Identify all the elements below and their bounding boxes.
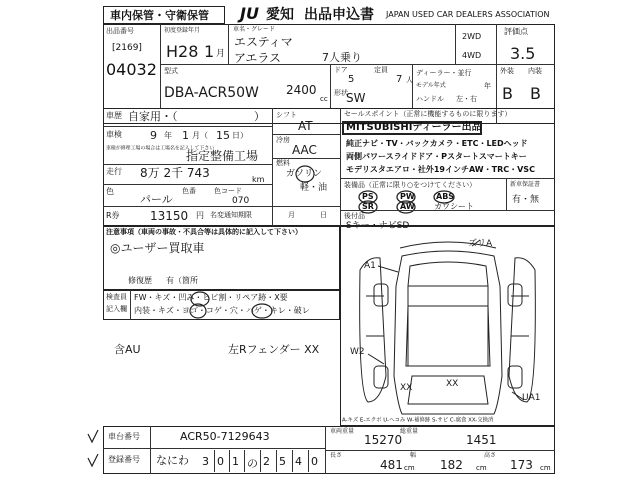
width-label: 幅 — [410, 452, 417, 459]
plate-label: 登録番号 — [108, 455, 140, 464]
form-title: 出品申込書 — [304, 7, 374, 23]
mileage-unit: km — [252, 175, 265, 184]
plate-digit: 1 — [232, 455, 239, 468]
fuel-gasoline: ガソリン — [286, 169, 323, 179]
shaken-day: 15 — [216, 129, 230, 142]
capacity-value: 7 — [396, 74, 403, 85]
remark-right: 左Rフェンダー XX — [228, 343, 320, 356]
equip-sr: SR — [362, 202, 374, 211]
equipment-label: 装備品（正常に限り○をつけてください） — [344, 181, 477, 189]
tax-month-unit: 月 — [288, 211, 295, 219]
storage-badge — [103, 6, 225, 24]
int-grade: B — [530, 84, 541, 103]
shaken-year: 9 — [150, 129, 157, 142]
drive-2wd: 2WD — [462, 32, 482, 41]
model-label: 型式 — [164, 67, 178, 75]
lot-label: 出品番号 — [106, 27, 134, 35]
tax-label: 名変通知期限 — [210, 211, 252, 219]
model-year-label: モデル年式 — [416, 82, 446, 89]
ac-value: AAC — [292, 143, 317, 157]
handle-label: ハンドル — [416, 95, 444, 103]
shift-label: シフト — [276, 111, 297, 119]
plate-place: なにわ — [156, 454, 189, 467]
plate-digit: 2 — [263, 455, 270, 468]
equip-seat: カワシート — [434, 202, 474, 211]
diagram-legend: A-キズ E-エクボ U-ヘコみ W-補修跡 S-サビ C-腐食 XX-交換済 — [342, 417, 494, 424]
plate-digit: 0 — [311, 455, 318, 468]
shaken-note-label: 車検が修理工場の場合は工場名を記入して下さい — [106, 145, 215, 151]
warranty-label: 新車保証書 — [510, 181, 541, 188]
year-unit: 年 — [484, 82, 491, 90]
usage-value: 自家用・（ — [128, 110, 178, 123]
shaken-month: 1 — [182, 129, 189, 142]
handle-value: 左・右 — [456, 95, 477, 103]
score-label: 評価点 — [504, 27, 528, 36]
repair-label: 修復歴 — [128, 276, 152, 285]
diagram-xx-left: XX — [400, 383, 413, 393]
inspection-label: 検査員 — [106, 293, 127, 301]
repair-value: 有（箇所 — [166, 276, 198, 285]
ext-label: 外装 — [500, 67, 514, 75]
notes-value: ◎ユーザー買取車 — [110, 241, 205, 255]
height-unit: cm — [540, 464, 551, 472]
org-title: 愛知 — [266, 7, 294, 23]
warranty-value: 有・無 — [512, 195, 540, 205]
color-code-label-2: 色コード — [214, 187, 242, 195]
check-marks — [86, 428, 102, 476]
first-reg-label: 初度登録年月 — [164, 27, 201, 34]
equip-pw: PW — [400, 192, 415, 201]
sales-line-2: 純正ナビ・TV・バックカメラ・ETC・LEDヘッド — [346, 139, 528, 148]
height-value: 173 — [510, 458, 533, 472]
plate-digit: 4 — [295, 455, 302, 468]
capacity-unit: 人 — [406, 76, 413, 84]
vehicle-grade: アエラス — [234, 51, 282, 65]
displacement: 2400 — [286, 83, 317, 97]
length-unit: cm — [404, 464, 415, 472]
recycle-value: 13150 — [150, 209, 189, 223]
shift-value: AT — [298, 119, 313, 133]
lot-sub-number: [2169] — [112, 43, 142, 53]
shaken-label: 車検 — [106, 130, 122, 139]
dealer-label: ディーラー・並行 — [416, 69, 472, 77]
shaken-note: 指定整備工場 — [186, 149, 259, 163]
vehicle-name: エスティマ — [234, 35, 293, 49]
shaken-year-unit: 年 — [164, 131, 172, 140]
ac-label: 冷房 — [276, 136, 290, 144]
plate-digit: 0 — [217, 455, 224, 468]
width-value: 182 — [440, 458, 463, 472]
chassis-label: 車台番号 — [108, 432, 140, 441]
drive-4wd: 4WD — [462, 51, 482, 60]
sales-point-label: セールスポイント（正常に機能するものに限ります） — [344, 110, 512, 118]
capacity-label: 定員 — [374, 66, 388, 74]
inspection-int: 内装・キズ・ヨゴ・コゲ・穴・ハゲ・キレ・破レ — [134, 306, 310, 315]
gross-value: 1451 — [466, 433, 497, 447]
inspection-label-2: 記入欄 — [106, 305, 127, 313]
equip-abs: ABS — [436, 192, 455, 201]
gross-label: 総重量 — [400, 428, 419, 435]
sales-line-3: 両側パワースライドドア・Pスタートスマートキー — [346, 152, 527, 161]
usage-label: 車歴 — [106, 111, 122, 120]
diagram-a1: A1 — [364, 261, 376, 271]
length-value: 481 — [380, 458, 403, 472]
tax-day-unit: 日 — [320, 211, 327, 219]
inspection-circles — [178, 290, 278, 320]
sales-line-1: MITSUBISHIディーラー出品 — [346, 122, 482, 133]
recycle-unit: 円 — [196, 211, 204, 220]
first-reg-month-unit: 月 — [216, 49, 226, 59]
int-label: 内装 — [528, 67, 542, 75]
sales-line-4: モデリスタエアロ・社外19インチAW・TRC・VSC — [346, 165, 535, 174]
diagram-w2: W2 — [350, 347, 365, 357]
misc-value: Sキー・ナビSD — [346, 221, 410, 231]
diagram-ua1: UA1 — [522, 393, 541, 403]
doors-label: ドア — [334, 66, 348, 74]
first-reg-year: H28 — [166, 42, 199, 61]
equip-ps: PS — [362, 192, 374, 201]
diagram-xx-right: XX — [446, 379, 459, 389]
shaken-month-unit: 月（ — [192, 131, 208, 140]
inspection-fw: FW・キズ・凹み・ヒビ割・リペア跡・X要 — [134, 293, 288, 302]
width-unit: cm — [476, 464, 487, 472]
mileage-label: 走行 — [106, 167, 122, 176]
ju-logo: JU — [240, 4, 259, 23]
recycle-label: R券 — [106, 211, 120, 220]
score-value: 3.5 — [510, 44, 536, 63]
plate-digit: 3 — [202, 455, 209, 468]
height-label: 高さ — [484, 452, 497, 459]
fuel-diesel: 軽・油 — [300, 183, 328, 193]
color-value: パール — [140, 193, 173, 206]
lot-number: 04032 — [106, 60, 157, 79]
first-reg-month: 1 — [204, 42, 215, 61]
mileage-value: 8万 2千 743 — [140, 166, 210, 180]
shape-value: SW — [346, 91, 366, 105]
shape-label: 形状 — [334, 89, 348, 97]
usage-close: ） — [254, 110, 265, 123]
storage-badge-text: 車内保管・守衛保管 — [110, 9, 209, 22]
grade-label: 車名・グレード — [233, 26, 276, 33]
weight-label: 車両重量 — [330, 428, 355, 435]
notes-label: 注意事項（車両の事故・不具合等は具体的に記入して下さい） — [106, 228, 302, 236]
equip-aw: AW — [400, 202, 415, 211]
color-code: 070 — [232, 196, 250, 206]
weight-value: 15270 — [364, 433, 403, 447]
plate-digit: の — [247, 457, 258, 470]
cc-unit: cc — [320, 95, 328, 103]
association-name: JAPAN USED CAR DEALERS ASSOCIATION — [386, 10, 550, 19]
plate-digits — [200, 450, 324, 472]
color-label: 色 — [106, 187, 114, 196]
plate-digit: 5 — [279, 455, 286, 468]
fuel-circle — [294, 164, 316, 184]
length-label: 長さ — [330, 452, 343, 459]
fuel-label: 燃料 — [276, 159, 290, 167]
misc-label: 後付品 — [344, 212, 365, 220]
ext-grade: B — [502, 84, 513, 103]
remark-left: 含AU — [114, 343, 141, 356]
diagram-top-label: ズリA — [468, 239, 493, 249]
model-value: DBA-ACR50W — [164, 85, 259, 101]
shaken-day-unit: 日） — [232, 131, 248, 140]
seats-note: 7人乗り — [322, 51, 362, 64]
color-code-label-1: 色番 — [182, 187, 196, 195]
equipment-circles — [356, 189, 466, 215]
chassis-number: ACR50-7129643 — [180, 430, 270, 443]
doors-value: 5 — [348, 74, 355, 85]
